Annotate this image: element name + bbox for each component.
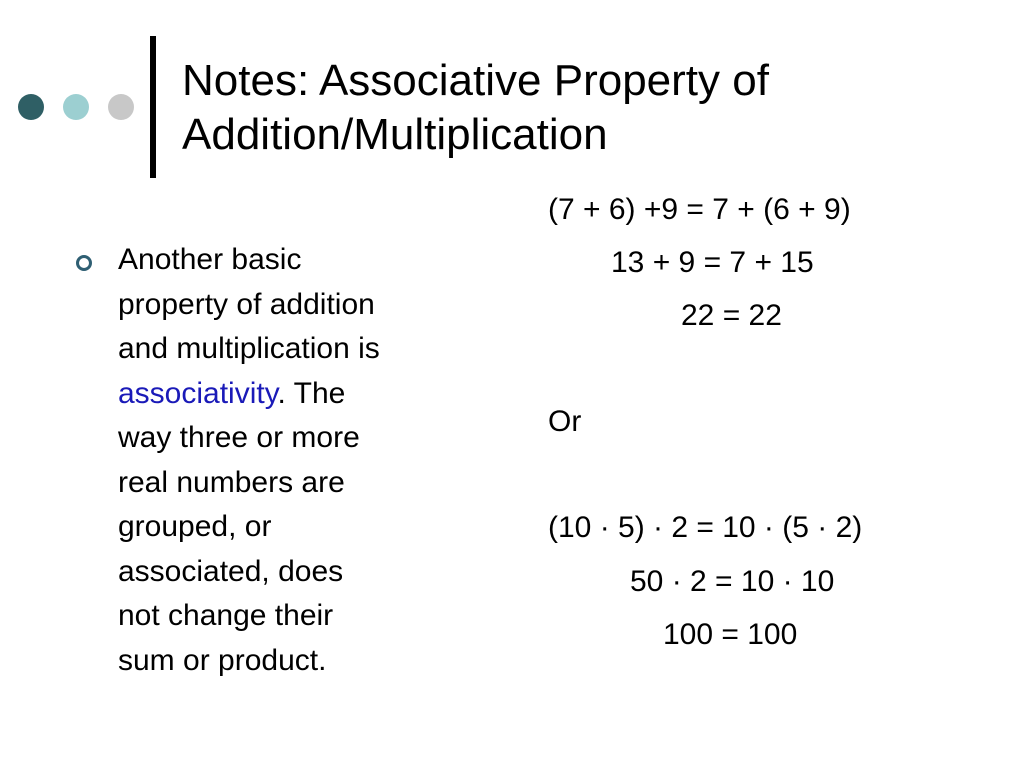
- bullet-line: sum or product.: [118, 643, 327, 677]
- teal-dot-icon: [63, 94, 89, 120]
- addition-equation-1: (7 + 6) +9 = 7 + (6 + 9): [548, 193, 851, 226]
- title-line-1: Notes: Associative Property of: [182, 56, 769, 105]
- or-label: Or: [548, 405, 582, 438]
- title-line-2: Addition/Multiplication: [182, 110, 608, 159]
- title-divider: [150, 36, 156, 178]
- hollow-circle-bullet-icon: [76, 255, 92, 271]
- multiplication-equation-3: 100 = 100: [663, 618, 798, 651]
- multiplication-equation-2: 50 · 2 = 10 · 10: [630, 565, 835, 598]
- bullet-line: property of addition: [118, 287, 375, 321]
- bullet-line: Another basic: [118, 243, 302, 276]
- bullet-line: and multiplication is: [118, 332, 380, 365]
- bullet-text: [118, 238, 458, 683]
- dark-dot-icon: [18, 94, 44, 120]
- slide-title: [182, 54, 1002, 162]
- decorative-dots: [18, 94, 134, 120]
- bullet-line: real numbers are: [118, 465, 345, 499]
- bullet-line: associated, does: [118, 554, 344, 588]
- after-highlight-text: . The: [277, 376, 346, 410]
- bullet-line: not change their: [118, 599, 334, 632]
- addition-equation-3: 22 = 22: [681, 299, 782, 332]
- addition-equation-2: 13 + 9 = 7 + 15: [611, 246, 814, 279]
- gray-dot-icon: [108, 94, 134, 120]
- bullet-line: way three or more: [118, 421, 360, 454]
- bullet-line-highlight: [118, 372, 458, 417]
- multiplication-equation-1: (10 · 5) · 2 = 10 · (5 · 2): [548, 511, 863, 544]
- associativity-term: associativity: [118, 376, 278, 410]
- bullet-line: grouped, or: [118, 510, 272, 543]
